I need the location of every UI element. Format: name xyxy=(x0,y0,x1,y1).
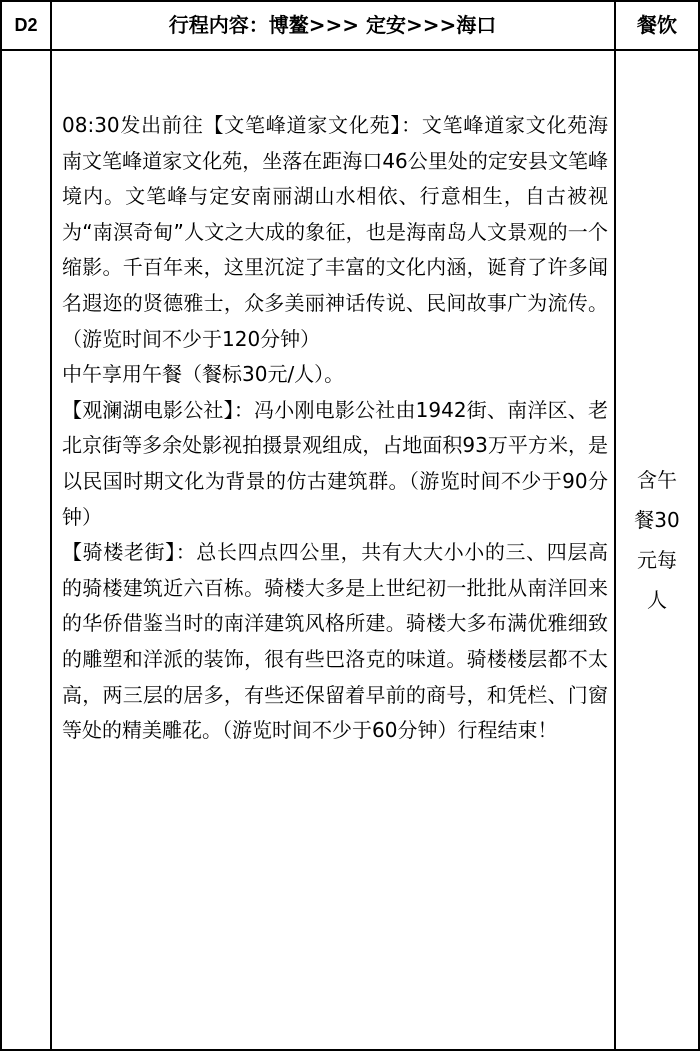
paragraph-wenbifeng: 08:30发出前往【文笔峰道家文化苑】：文笔峰道家文化苑海南文笔峰道家文化苑，坐落在距海口46公里处的定安县文笔峰境内。文笔峰与定安南丽湖山水相依、行意相生，自古被视为“南溟奇甸”人文之大成的象征，也是海南岛人文景观的一个缩影。千百年来，这里沉淀了丰富的文化内涵，诞育了许多闻名遐迩的贤德雅士，众多美丽神话传说、民间故事广为流传。（游览时间不少于120分钟） xyxy=(62,113,608,351)
paragraph-lunch: 中午享用午餐（餐标30元/人）。 xyxy=(62,362,345,387)
paragraph-qilou: 【骑楼老街】：总长四点四公里，共有大大小小的三、四层高的骑楼建筑近六百栋。骑楼大多是上世纪初一批批从南洋回来的华侨借鉴当时的南洋建筑风格所建。骑楼大多布满优雅细致的雕塑和洋派的装饰，很有些巴洛克的味道。骑楼楼层都不太高，两三层的居多，有些还保留着早前的商号，和凭栏、门窗等处的精美雕花。（游览时间不少于60分钟）行程结束！ xyxy=(62,540,608,743)
paragraph-guanlanhu: 【观澜湖电影公社】：冯小刚电影公社由1942街、南洋区、老北京街等多余处影视拍摄景观组成，占地面积93万平方米，是以民国时期文化为背景的仿古建筑群。（游览时间不少于90分钟） xyxy=(62,397,608,529)
meal-header: 餐饮 xyxy=(637,13,677,37)
itinerary-description xyxy=(62,108,608,749)
meal-note-line: 餐30 xyxy=(634,508,680,532)
column-divider-2 xyxy=(614,0,616,1051)
meal-note-line: 元每 xyxy=(637,548,677,572)
day-label: D2 xyxy=(14,15,38,35)
header-divider xyxy=(0,49,700,51)
meal-note xyxy=(618,460,696,620)
meal-note-line: 含午 xyxy=(637,468,677,492)
content-header: 行程内容：博鳌>>> 定安>>>海口 xyxy=(168,13,497,37)
column-divider-1 xyxy=(50,0,52,1051)
meal-note-line: 人 xyxy=(647,588,667,612)
table-border-left xyxy=(0,0,2,1051)
